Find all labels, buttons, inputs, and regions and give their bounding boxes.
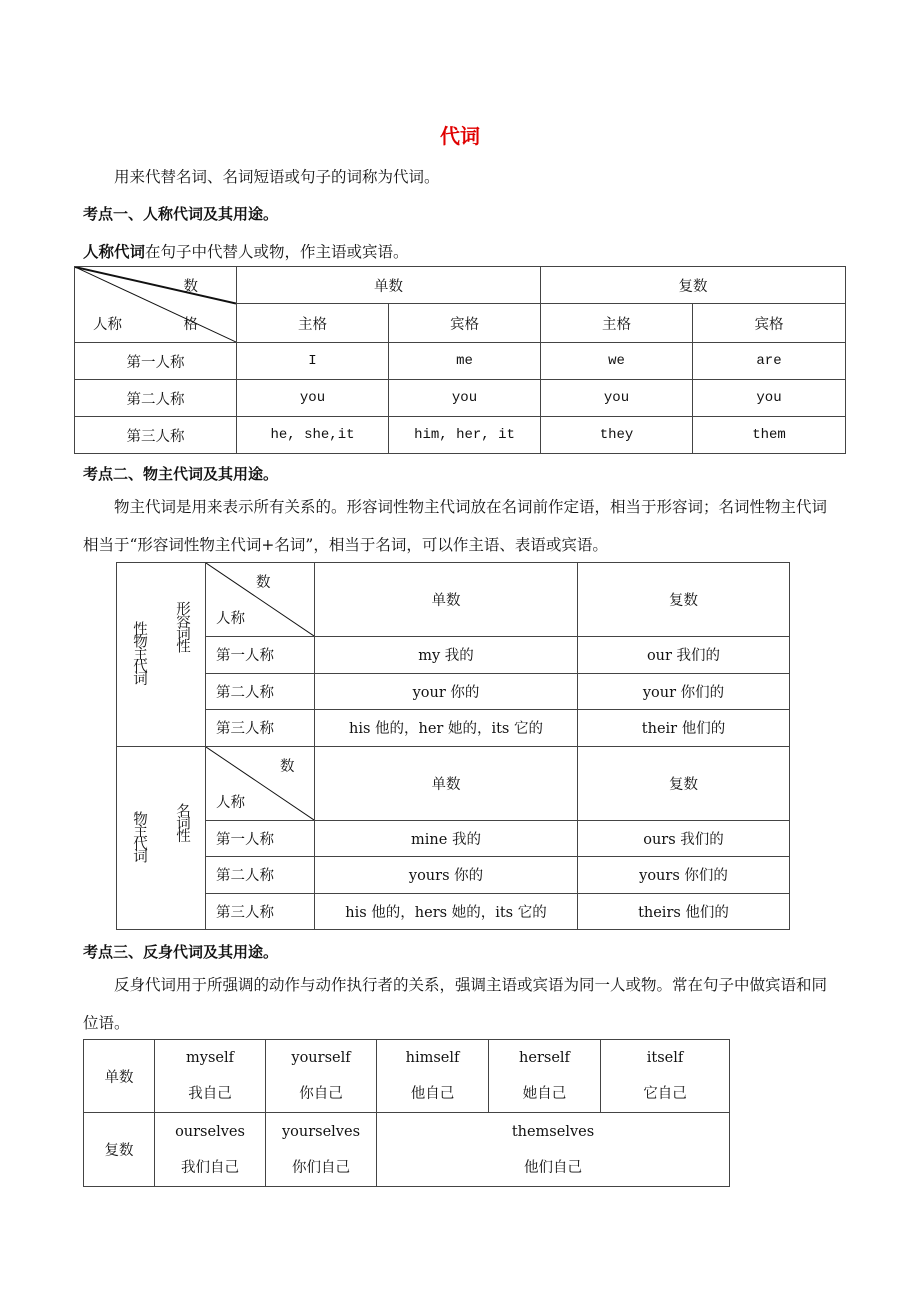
cell: me [389, 343, 541, 380]
inner-label: 名词性 [174, 802, 190, 841]
cell [266, 1113, 377, 1187]
corner-left: 人称 [93, 317, 122, 333]
corner-top: 数 [183, 279, 198, 295]
table-row [117, 710, 790, 747]
table-row [117, 673, 790, 710]
lead-rest: 在句子中代替人或物，作主语或宾语。 [145, 243, 409, 261]
table-row [75, 380, 846, 417]
table-row [75, 417, 846, 454]
cell [377, 1040, 489, 1113]
row-label: 第三人称 [206, 893, 315, 930]
header-singular: 单数 [237, 267, 541, 304]
table-row [75, 343, 846, 380]
corner-left: 人称 [216, 794, 245, 811]
en: herself [519, 1050, 570, 1066]
cell [155, 1040, 266, 1113]
en: myself [186, 1050, 234, 1066]
row-label: 第二人称 [206, 673, 315, 710]
cell [489, 1040, 601, 1113]
header-singular: 单数 [315, 746, 578, 820]
table-row [84, 1113, 730, 1187]
group-label [117, 746, 206, 930]
singular-cell: his 他的，hers 她的，its 它的 [315, 893, 578, 930]
reflexive-pronoun-table [83, 1039, 730, 1187]
plural-cell: theirs 他们的 [578, 893, 790, 930]
en: yourselves [281, 1123, 361, 1140]
singular-cell: mine 我的 [315, 820, 578, 857]
row-label: 复数 [84, 1113, 155, 1187]
en: themselves [511, 1123, 595, 1140]
en: itself [646, 1050, 684, 1066]
row-label: 第三人称 [206, 710, 315, 747]
cell: you [389, 380, 541, 417]
cell: them [693, 417, 846, 454]
zh: 你们自己 [292, 1159, 350, 1176]
outer-label: 性物主代词 [131, 621, 147, 684]
sub-header: 主格 [541, 304, 693, 343]
section2-paragraph: 物主代词是用来表示所有关系的。形容词性物主代词放在名词前作定语，相当于形容词；名词性物主代词相当于“形容词性物主代词+名词”，相当于名词，可以作主语、表语或宾语。 [83, 498, 828, 554]
corner-mid: 格 [183, 317, 198, 333]
cell [601, 1040, 730, 1113]
corner-cell [206, 746, 315, 820]
cell: they [541, 417, 693, 454]
zh: 他自己 [410, 1086, 455, 1102]
section1-heading: 考点一、人称代词及其用途。 [83, 205, 279, 223]
corner-top: 数 [280, 758, 295, 775]
possessive-pronoun-table [116, 562, 790, 930]
section3-heading: 考点三、反身代词及其用途。 [83, 943, 279, 961]
cell [266, 1040, 377, 1113]
table-row [117, 637, 790, 674]
cell: are [693, 343, 846, 380]
corner-cell [206, 563, 315, 637]
section2-heading: 考点二、物主代词及其用途。 [83, 465, 279, 483]
plural-cell: ours 我们的 [578, 820, 790, 857]
row-label: 第一人称 [206, 820, 315, 857]
cell [377, 1113, 730, 1187]
header-plural: 复数 [578, 746, 790, 820]
plural-cell: yours 你们的 [578, 857, 790, 894]
page-title: 代词 [440, 124, 480, 148]
row-label: 第一人称 [75, 343, 237, 380]
cell: him, her, it [389, 417, 541, 454]
cell: he, she,it [237, 417, 389, 454]
group-label [117, 563, 206, 747]
header-singular: 单数 [315, 563, 578, 637]
inner-label: 形容词性 [174, 601, 190, 651]
header-plural: 复数 [541, 267, 846, 304]
table-row [117, 857, 790, 894]
corner-left: 人称 [216, 611, 245, 627]
sub-header: 宾格 [693, 304, 846, 343]
plural-cell: their 他们的 [578, 710, 790, 747]
row-label: 第一人称 [206, 637, 315, 674]
sub-header: 宾格 [389, 304, 541, 343]
singular-cell: yours 你的 [315, 857, 578, 894]
lead-bold: 人称代词 [83, 242, 146, 261]
row-label: 第二人称 [206, 857, 315, 894]
intro-paragraph: 用来代替名词、名词短语或句子的词称为代词。 [114, 168, 440, 186]
singular-cell: my 我的 [315, 637, 578, 674]
row-label: 第二人称 [75, 380, 237, 417]
zh: 他们自己 [524, 1159, 582, 1176]
singular-cell: his 他的，her 她的，its 它的 [315, 710, 578, 747]
corner-cell [75, 267, 237, 343]
en: ourselves [175, 1123, 245, 1140]
zh: 我自己 [188, 1086, 232, 1102]
cell [155, 1113, 266, 1187]
en: yourself [291, 1050, 351, 1066]
zh: 我们自己 [181, 1159, 239, 1176]
table-row [117, 820, 790, 857]
zh: 它自己 [643, 1086, 687, 1102]
en: himself [405, 1050, 460, 1066]
personal-pronoun-table [74, 266, 846, 454]
plural-cell: our 我们的 [578, 637, 790, 674]
cell: you [237, 380, 389, 417]
row-label: 单数 [84, 1040, 155, 1113]
cell: you [541, 380, 693, 417]
table-row [84, 1040, 730, 1113]
outer-label: 物主代词 [131, 810, 147, 861]
corner-top: 数 [256, 575, 271, 591]
zh: 你自己 [299, 1086, 343, 1102]
singular-cell: your 你的 [315, 673, 578, 710]
row-label: 第三人称 [75, 417, 237, 454]
cell: I [237, 343, 389, 380]
plural-cell: your 你们的 [578, 673, 790, 710]
header-plural: 复数 [578, 563, 790, 637]
zh: 她自己 [522, 1086, 567, 1102]
section3-paragraph: 反身代词用于所强调的动作与动作执行者的关系，强调主语或宾语为同一人或物。常在句子中做宾语和同位语。 [83, 976, 828, 1032]
cell: you [693, 380, 846, 417]
table-row [117, 893, 790, 930]
sub-header: 主格 [237, 304, 389, 343]
cell: we [541, 343, 693, 380]
section1-lead [83, 240, 409, 262]
